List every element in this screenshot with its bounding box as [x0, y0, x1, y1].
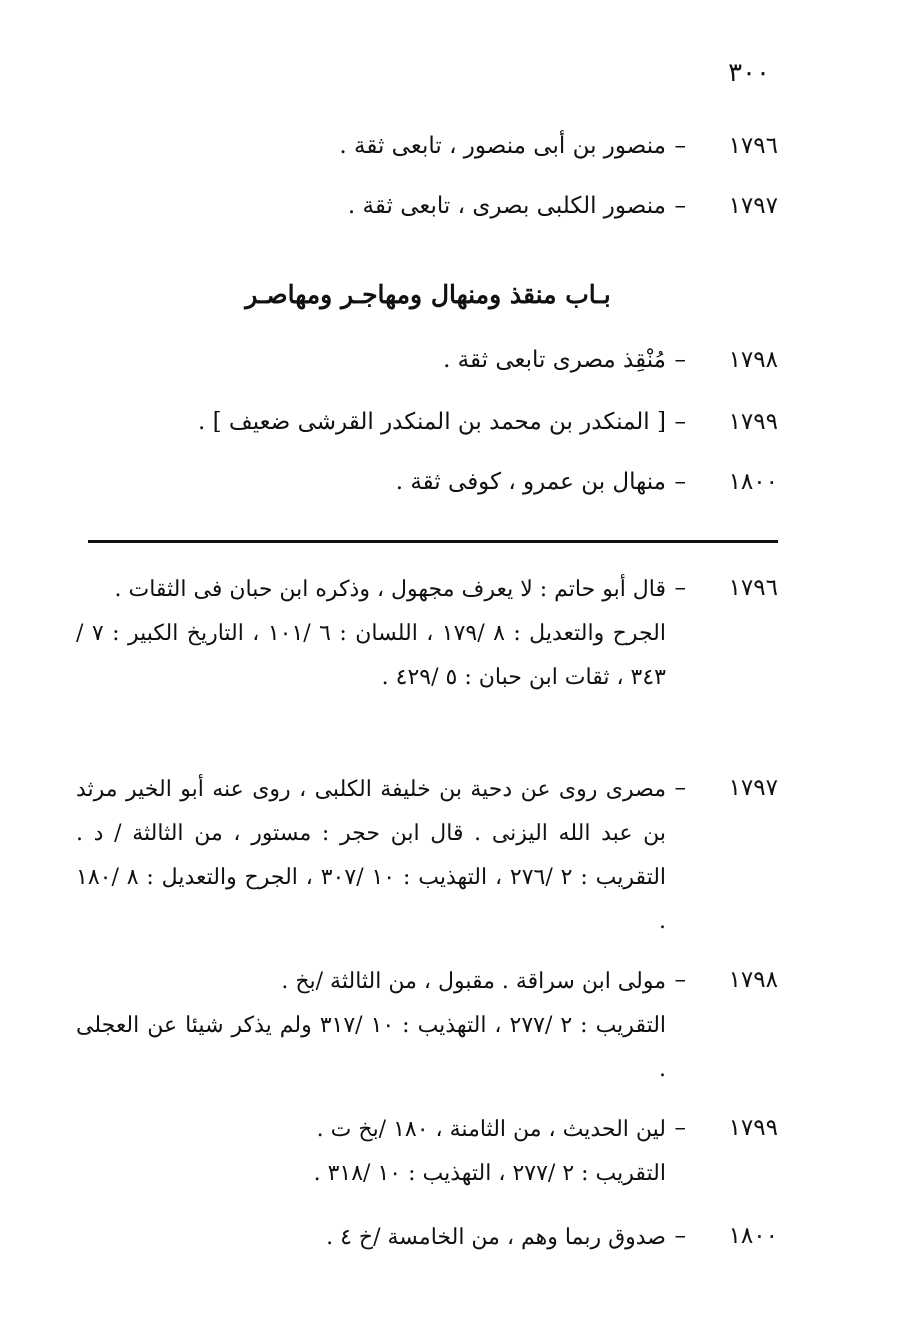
dash: – [674, 1223, 686, 1249]
footnote-number: ١٧٩٩ [728, 1115, 778, 1141]
footnote-number: ١٧٩٨ [728, 967, 778, 993]
entry-number: ١٧٩٩ [728, 409, 778, 435]
footnote-divider [88, 540, 778, 543]
dash: – [674, 409, 686, 435]
footnote-number: ١٧٩٦ [728, 575, 778, 601]
entry-text: مُنْقِذ مصرى تابعى ثقة . [443, 347, 666, 373]
footnote-line: التقريب : ٢ /٢٧٧ ، التهذيب : ١٠ /٣١٧ ولم يذكر شيئا عن العجلى . [76, 1013, 667, 1082]
page-number: ٣٠٠ [728, 58, 770, 88]
entry-number: ١٧٩٧ [728, 193, 778, 219]
footnote [76, 768, 666, 944]
footnote-line: الجرح والتعديل : ٨ /١٧٩ ، اللسان : ٦ /١٠١ ، التاريخ الكبير : ٧ /٣٤٣ ، ثقات ابن حبان : ٥ /٤٢٩ . [76, 621, 666, 690]
entry-text: منصور الكلبى بصرى ، تابعى ثقة . [347, 193, 666, 219]
footnote-line: التقريب : ٢ /٢٧٧ ، التهذيب : ١٠ /٣١٨ . [313, 1161, 666, 1186]
footnote [76, 568, 666, 700]
footnote-line: صدوق ربما وهم ، من الخامسة /خ ٤ . [326, 1225, 666, 1250]
footnote [76, 1108, 666, 1196]
footnote-line: مصرى روى عن دحية بن خليفة الكلبى ، روى عنه أبو الخير مرثد بن عبد الله اليزنى . قال ابن حجر : مستور ، من الثالثة / د . التقريب : ٢ /٢٧٦ ، التهذيب : ١٠ /٣٠٧ ، الجرح والتعديل : ٨ /١٨٠ . [76, 777, 667, 934]
entry-text: منهال بن عمرو ، كوفى ثقة . [395, 469, 666, 495]
dash: – [674, 575, 686, 601]
footnote-line: مولى ابن سراقة . مقبول ، من الثالثة /بخ . [281, 969, 666, 994]
dash: – [674, 193, 686, 219]
footnote [76, 1216, 666, 1260]
footnote-number: ١٨٠٠ [728, 1223, 778, 1249]
dash: – [674, 347, 686, 373]
dash: – [674, 775, 686, 801]
dash: – [674, 469, 686, 495]
dash: – [674, 967, 686, 993]
footnote-line: قال أبو حاتم : لا يعرف مجهول ، وذكره ابن حبان فى الثقات . [114, 577, 666, 602]
dash: – [674, 1115, 686, 1141]
section-heading: بـاب منقذ ومنهال ومهاجـر ومهاصـر [245, 280, 611, 309]
entry-number: ١٨٠٠ [728, 469, 778, 495]
entry-text: [ المنكدر بن محمد بن المنكدر القرشى ضعيف ] . [198, 409, 666, 435]
footnote-line: لين الحديث ، من الثامنة ، ١٨٠ /بخ ت . [316, 1117, 666, 1142]
dash: – [674, 133, 686, 159]
entry-number: ١٧٩٨ [728, 347, 778, 373]
entry-number: ١٧٩٦ [728, 133, 778, 159]
entry-text: منصور بن أبى منصور ، تابعى ثقة . [339, 133, 666, 159]
footnote-number: ١٧٩٧ [728, 775, 778, 801]
footnote [76, 960, 666, 1092]
